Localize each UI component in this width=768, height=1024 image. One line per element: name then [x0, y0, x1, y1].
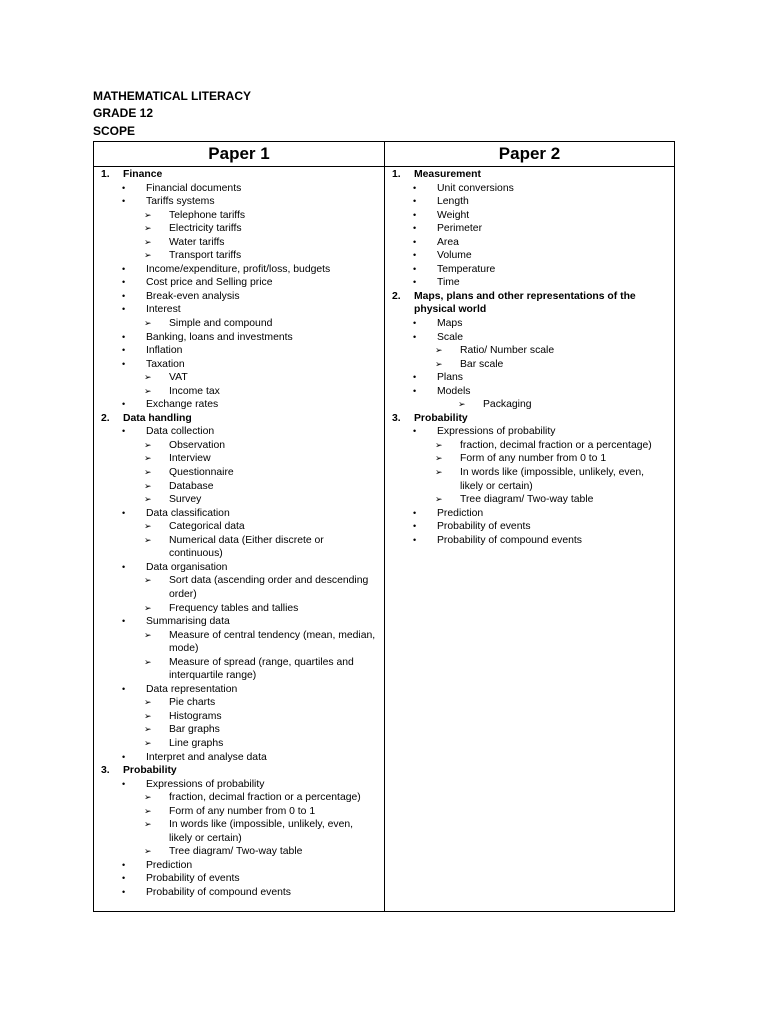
subtopic-label: Survey: [169, 494, 202, 506]
list-item: [94, 290, 384, 304]
list-item: [94, 195, 384, 209]
list-item: [94, 236, 384, 250]
bullet-icon: •: [122, 859, 126, 870]
topic-label: Data organisation: [146, 561, 228, 573]
list-item: [385, 358, 674, 372]
topic-label: Maps: [437, 318, 463, 330]
bullet-icon: •: [413, 263, 417, 274]
arrow-bullet-icon: ➢: [144, 385, 152, 396]
bullet-icon: •: [413, 507, 417, 518]
scope-table: [93, 141, 675, 912]
topic-label: Data representation: [146, 683, 238, 695]
arrow-bullet-icon: ➢: [144, 453, 152, 464]
bullet-icon: •: [122, 345, 126, 356]
section-number: 3.: [101, 765, 110, 777]
bullet-icon: •: [413, 236, 417, 247]
topic-label: Temperature: [437, 263, 496, 275]
subtopic-label: Numerical data (Either discrete or continuous): [169, 534, 324, 560]
arrow-bullet-icon: ➢: [435, 453, 443, 464]
list-item: [94, 425, 384, 439]
list-item: [385, 236, 674, 250]
list-item: [94, 859, 384, 873]
list-item: [385, 493, 674, 507]
topic-label: Area: [437, 236, 459, 248]
section-number: 2.: [392, 290, 401, 302]
subtopic-label: Water tariffs: [169, 236, 225, 248]
list-item: [94, 466, 384, 480]
bullet-icon: •: [413, 521, 417, 532]
subtopic-label: Income tax: [169, 385, 220, 397]
list-item: [94, 791, 384, 805]
arrow-bullet-icon: ➢: [144, 236, 152, 247]
topic-label: Prediction: [146, 859, 193, 871]
list-item: [94, 317, 384, 331]
subtopic-label: Pie charts: [169, 697, 216, 709]
paper-2-topic-list: [385, 167, 674, 547]
arrow-bullet-icon: ➢: [144, 805, 152, 816]
topic-label: Cost price and Selling price: [146, 277, 273, 289]
list-item: [385, 371, 674, 385]
arrow-bullet-icon: ➢: [144, 737, 152, 748]
paper-2-heading: Paper 2: [385, 142, 674, 167]
arrow-bullet-icon: ➢: [144, 575, 152, 586]
arrow-bullet-icon: ➢: [144, 521, 152, 532]
bullet-icon: •: [122, 277, 126, 288]
list-item: [94, 723, 384, 737]
section-number: 1.: [392, 169, 401, 180]
section-number: 2.: [101, 412, 110, 424]
list-item: [94, 805, 384, 819]
arrow-bullet-icon: ➢: [458, 399, 466, 410]
arrow-bullet-icon: ➢: [144, 439, 152, 450]
section-heading: [94, 412, 384, 426]
bullet-icon: •: [413, 223, 417, 234]
document-title: MATHEMATICAL LITERACY: [93, 89, 251, 103]
subtopic-label: Tree diagram/ Two-way table: [460, 494, 594, 506]
list-item: [94, 818, 384, 845]
list-item: [94, 683, 384, 697]
topic-label: Models: [437, 385, 471, 397]
section-heading: [385, 412, 674, 426]
topic-label: Weight: [437, 209, 470, 221]
subtopic-label: Questionnaire: [169, 467, 234, 479]
section-heading: [385, 168, 674, 182]
arrow-bullet-icon: ➢: [435, 467, 443, 478]
bullet-icon: •: [122, 358, 126, 369]
subtopic-label: Form of any number from 0 to 1: [460, 453, 607, 465]
topic-label: Unit conversions: [437, 182, 514, 194]
arrow-bullet-icon: ➢: [144, 697, 152, 708]
subtopic-label: Bar scale: [460, 358, 504, 370]
subtopic-label: Bar graphs: [169, 724, 220, 736]
section-title: Probability: [123, 765, 177, 777]
list-item: [94, 629, 384, 656]
bullet-icon: •: [122, 616, 126, 627]
list-item: [94, 561, 384, 575]
subtopic-label: fraction, decimal fraction or a percentage): [460, 439, 652, 451]
arrow-bullet-icon: ➢: [435, 494, 443, 505]
topic-label: Income/expenditure, profit/loss, budgets: [146, 263, 331, 275]
subtopic-label: Packaging: [483, 399, 532, 411]
subtopic-label: Electricity tariffs: [169, 223, 242, 235]
topic-label: Break-even analysis: [146, 290, 240, 302]
bullet-icon: •: [122, 399, 126, 410]
bullet-icon: •: [413, 318, 417, 329]
list-item: [385, 507, 674, 521]
arrow-bullet-icon: ➢: [144, 480, 152, 491]
arrow-bullet-icon: ➢: [144, 494, 152, 505]
topic-label: Banking, loans and investments: [146, 331, 293, 343]
paper-1-heading: Paper 1: [94, 142, 384, 167]
list-item: [94, 751, 384, 765]
section-title: Probability: [414, 412, 468, 424]
subtopic-label: Histograms: [169, 710, 222, 722]
topic-label: Summarising data: [146, 616, 230, 628]
bullet-icon: •: [122, 873, 126, 884]
bullet-icon: •: [413, 277, 417, 288]
topic-label: Interest: [146, 304, 181, 316]
list-item: [385, 385, 674, 399]
topic-label: Scale: [437, 331, 463, 343]
section-heading: [385, 290, 674, 317]
list-item: [94, 222, 384, 236]
topic-label: Taxation: [146, 358, 185, 370]
bullet-icon: •: [413, 209, 417, 220]
bullet-icon: •: [122, 196, 126, 207]
list-item: [385, 425, 674, 439]
list-item: [385, 209, 674, 223]
list-item: [385, 317, 674, 331]
subtopic-label: VAT: [169, 372, 188, 384]
list-item: [94, 209, 384, 223]
list-item: [94, 710, 384, 724]
arrow-bullet-icon: ➢: [144, 250, 152, 261]
paper-1-column: [94, 142, 385, 911]
list-item: [385, 182, 674, 196]
subtopic-label: Ratio/ Number scale: [460, 345, 555, 357]
subtopic-label: Simple and compound: [169, 318, 273, 330]
topic-label: Data collection: [146, 426, 215, 438]
bullet-icon: •: [413, 250, 417, 261]
subtopic-label: In words like (impossible, unlikely, even, likely or certain): [169, 819, 354, 844]
list-item: [94, 534, 384, 561]
arrow-bullet-icon: ➢: [144, 534, 152, 545]
subtopic-label: Frequency tables and tallies: [169, 602, 299, 614]
list-item: [94, 371, 384, 385]
list-item: [385, 452, 674, 466]
list-item: [94, 385, 384, 399]
list-item: [94, 303, 384, 317]
subtopic-label: Categorical data: [169, 521, 245, 533]
bullet-icon: •: [413, 372, 417, 383]
list-item: [385, 520, 674, 534]
list-item: [94, 778, 384, 792]
list-item: [94, 439, 384, 453]
topic-label: Financial documents: [146, 182, 242, 194]
bullet-icon: •: [413, 426, 417, 437]
subtopic-label: Line graphs: [169, 737, 224, 749]
subtopic-label: Measure of central tendency (mean, median, mode): [169, 629, 376, 655]
subtopic-label: Measure of spread (range, quartiles and interquartile range): [169, 656, 354, 682]
arrow-bullet-icon: ➢: [144, 209, 152, 220]
arrow-bullet-icon: ➢: [144, 819, 152, 830]
subtopic-label: Tree diagram/ Two-way table: [169, 846, 303, 858]
list-item: [385, 534, 674, 548]
section-heading: [94, 764, 384, 778]
bullet-icon: •: [413, 385, 417, 396]
bullet-icon: •: [413, 196, 417, 207]
paper-1-topic-list: [94, 167, 384, 900]
arrow-bullet-icon: ➢: [144, 724, 152, 735]
arrow-bullet-icon: ➢: [144, 602, 152, 613]
bullet-icon: •: [122, 304, 126, 315]
subtopic-label: Database: [169, 480, 214, 492]
topic-label: Exchange rates: [146, 399, 219, 411]
topic-label: Expressions of probability: [146, 778, 265, 790]
bullet-icon: •: [122, 561, 126, 572]
list-item: [94, 696, 384, 710]
list-item: [94, 602, 384, 616]
bullet-icon: •: [122, 751, 126, 762]
list-item: [385, 276, 674, 290]
subtopic-label: Observation: [169, 439, 226, 451]
list-item: [94, 276, 384, 290]
list-item: [385, 331, 674, 345]
topic-label: Probability of compound events: [146, 886, 291, 898]
list-item: [94, 520, 384, 534]
topic-label: Probability of events: [437, 521, 531, 533]
list-item: [94, 358, 384, 372]
topic-label: Interpret and analyse data: [146, 751, 267, 763]
list-item: [94, 872, 384, 886]
topic-label: Plans: [437, 372, 463, 384]
list-item: [94, 656, 384, 683]
arrow-bullet-icon: ➢: [435, 345, 443, 356]
subtopic-label: Sort data (ascending order and descending order): [169, 575, 369, 600]
list-item: [94, 886, 384, 900]
topic-label: Expressions of probability: [437, 426, 556, 438]
list-item: [94, 845, 384, 859]
topic-label: Time: [437, 277, 460, 289]
topic-label: Tariffs systems: [146, 196, 215, 208]
list-item: [385, 249, 674, 263]
list-item: [385, 222, 674, 236]
topic-label: Probability of events: [146, 873, 240, 885]
list-item: [94, 182, 384, 196]
subtopic-label: Interview: [169, 453, 211, 465]
bullet-icon: •: [122, 683, 126, 694]
list-item: [94, 249, 384, 263]
subtopic-label: In words like (impossible, unlikely, even, likely or certain): [460, 467, 645, 492]
bullet-icon: •: [413, 534, 417, 545]
section-number: 3.: [392, 412, 401, 424]
section-heading: [94, 168, 384, 182]
subtopic-label: Transport tariffs: [169, 250, 242, 262]
section-number: 1.: [101, 169, 110, 180]
bullet-icon: •: [413, 182, 417, 193]
subtopic-label: Telephone tariffs: [169, 209, 246, 221]
list-item: [94, 344, 384, 358]
bullet-icon: •: [413, 331, 417, 342]
list-item: [385, 344, 674, 358]
list-item: [94, 480, 384, 494]
list-item: [385, 439, 674, 453]
bullet-icon: •: [122, 331, 126, 342]
section-title: Measurement: [414, 169, 481, 180]
topic-label: Inflation: [146, 345, 183, 357]
arrow-bullet-icon: ➢: [144, 792, 152, 803]
subtopic-label: Form of any number from 0 to 1: [169, 805, 316, 817]
subtopic-label: fraction, decimal fraction or a percentage): [169, 792, 361, 804]
list-item: [94, 615, 384, 629]
list-item: [94, 737, 384, 751]
list-item: [94, 398, 384, 412]
list-item: [385, 263, 674, 277]
arrow-bullet-icon: ➢: [144, 846, 152, 857]
section-title: Maps, plans and other representations of the physical world: [414, 290, 636, 316]
arrow-bullet-icon: ➢: [144, 372, 152, 383]
bullet-icon: •: [122, 426, 126, 437]
bullet-icon: •: [122, 507, 126, 518]
topic-label: Data classification: [146, 507, 230, 519]
list-item: [385, 195, 674, 209]
list-item: [385, 466, 674, 493]
list-item: [94, 507, 384, 521]
arrow-bullet-icon: ➢: [144, 223, 152, 234]
arrow-bullet-icon: ➢: [144, 656, 152, 667]
list-item: [94, 493, 384, 507]
list-item: [94, 574, 384, 601]
topic-label: Volume: [437, 250, 472, 262]
list-item: [94, 452, 384, 466]
scope-label: SCOPE: [93, 124, 136, 138]
paper-2-column: [385, 142, 674, 911]
arrow-bullet-icon: ➢: [144, 710, 152, 721]
bullet-icon: •: [122, 263, 126, 274]
list-item: [94, 263, 384, 277]
grade-label: GRADE 12: [93, 106, 154, 120]
arrow-bullet-icon: ➢: [144, 629, 152, 640]
topic-label: Length: [437, 196, 469, 208]
arrow-bullet-icon: ➢: [144, 467, 152, 478]
list-item: [94, 331, 384, 345]
bullet-icon: •: [122, 778, 126, 789]
topic-label: Prediction: [437, 507, 484, 519]
topic-label: Perimeter: [437, 223, 483, 235]
bullet-icon: •: [122, 886, 126, 897]
section-title: Data handling: [123, 412, 192, 424]
arrow-bullet-icon: ➢: [144, 318, 152, 329]
arrow-bullet-icon: ➢: [435, 358, 443, 369]
arrow-bullet-icon: ➢: [435, 439, 443, 450]
bullet-icon: •: [122, 290, 126, 301]
list-item: [385, 398, 674, 412]
topic-label: Probability of compound events: [437, 534, 582, 546]
bullet-icon: •: [122, 182, 126, 193]
section-title: Finance: [123, 169, 163, 180]
